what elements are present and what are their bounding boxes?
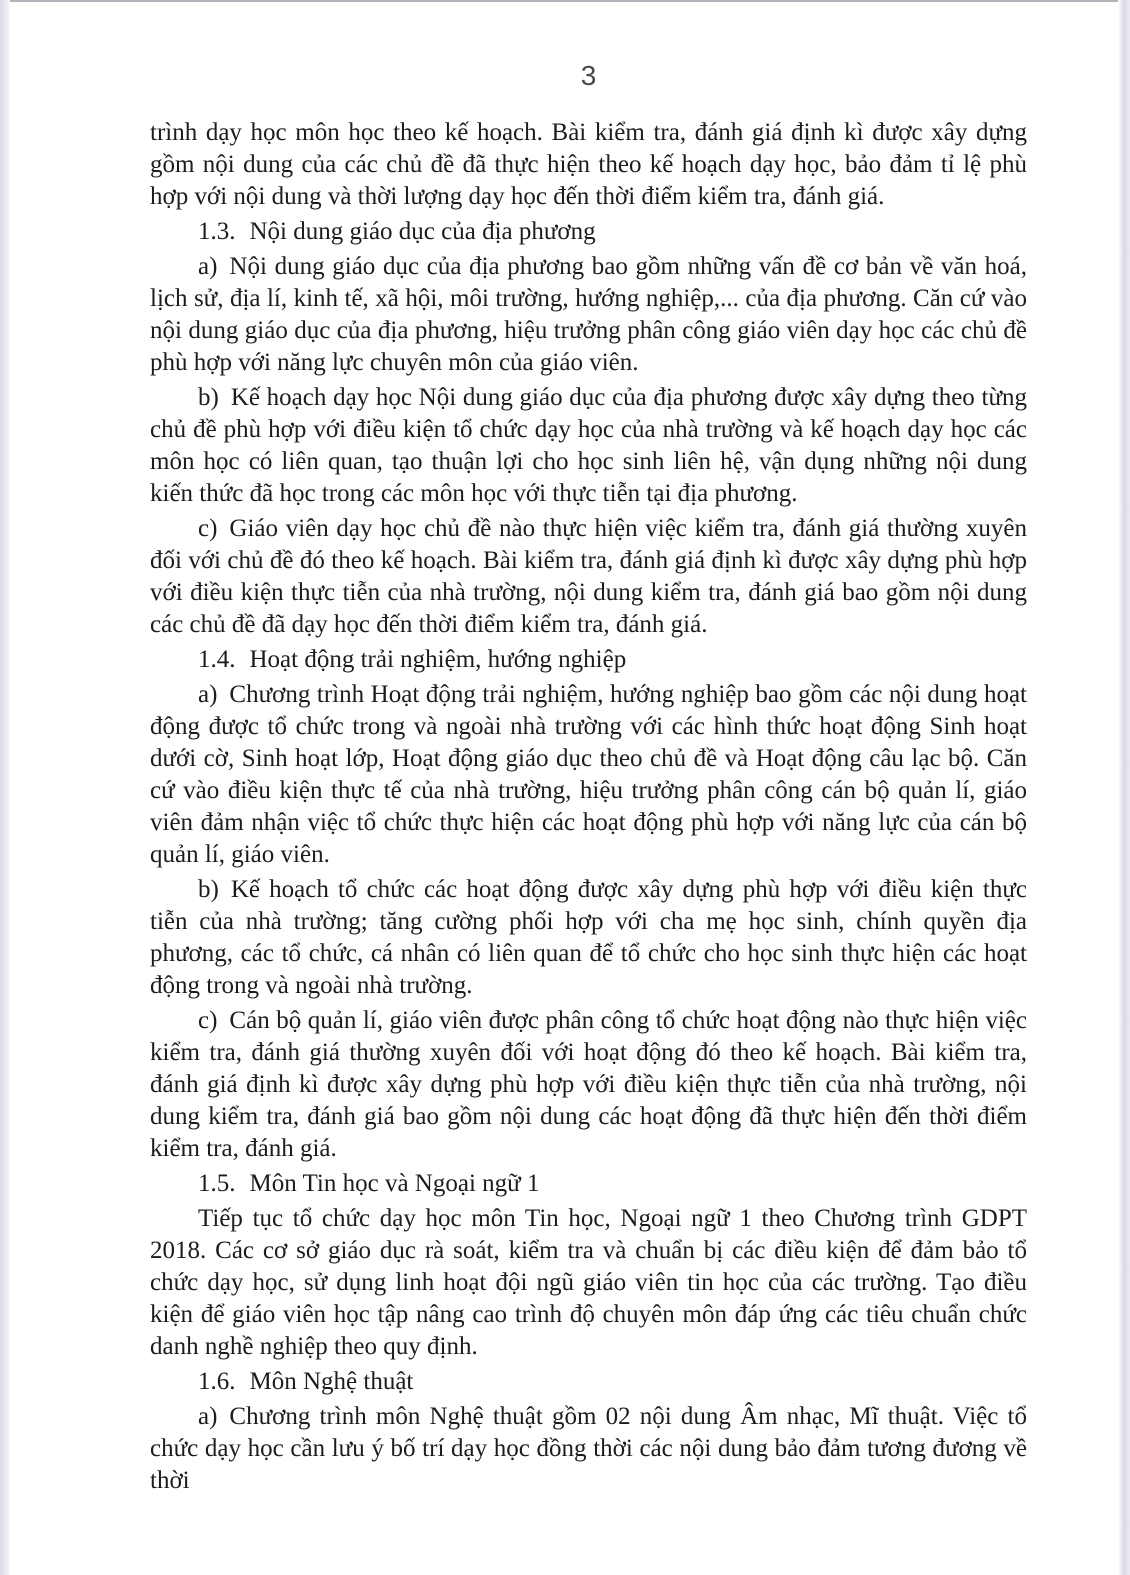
paragraph (150, 513, 1027, 641)
paragraph-label: b) (198, 384, 219, 411)
page-number: 3 (580, 60, 597, 91)
heading-text: Môn Nghệ thuật (249, 1368, 414, 1395)
paragraph-text: Cán bộ quản lí, giáo viên được phân công tổ chức hoạt động nào thực hiện việc kiểm tra, đánh giá thường xuyên đối với hoạt động đó theo kế hoạch. Bài kiểm tra, đánh giá định kì được xây dựng phù hợp với điều kiện thực tiễn của nhà trường, nội dung kiểm tra, đánh giá bao gồm nội dung các hoạt động đã thực hiện đến thời điểm kiểm tra, đánh giá. (150, 1007, 1027, 1162)
heading-number: 1.6. (198, 1368, 236, 1395)
paragraph (150, 1005, 1027, 1165)
paragraph-label: a) (198, 1403, 218, 1430)
paragraph (150, 1401, 1027, 1497)
page-edge-left (0, 0, 10, 1575)
paragraph-text: trình dạy học môn học theo kế hoạch. Bài kiểm tra, đánh giá định kì được xây dựng gồm nội dung của các chủ đề đã thực hiện theo kế hoạch dạy học, bảo đảm tỉ lệ phù hợp với nội dung và thời lượng dạy học đến thời điểm kiểm tra, đánh giá. (150, 119, 1027, 210)
section-heading (150, 644, 1027, 676)
paragraph (150, 251, 1027, 379)
paragraph-text: Nội dung giáo dục của địa phương bao gồm những vấn đề cơ bản về văn hoá, lịch sử, địa lí, kinh tế, xã hội, môi trường, hướng nghiệp,... của địa phương. Căn cứ vào nội dung giáo dục của địa phương, hiệu trưởng phân công giáo viên dạy học các chủ đề phù hợp với năng lực chuyên môn của giáo viên. (150, 253, 1027, 376)
paragraph (150, 117, 1027, 213)
paragraph-text: Chương trình môn Nghệ thuật gồm 02 nội dung Âm nhạc, Mĩ thuật. Việc tổ chức dạy học cần lưu ý bố trí dạy học đồng thời các nội dung bảo đảm tương đương về thời (150, 1403, 1027, 1494)
paragraph (150, 874, 1027, 1002)
paragraph (150, 382, 1027, 510)
heading-number: 1.3. (198, 218, 236, 245)
paragraph-label: a) (198, 681, 218, 708)
paragraph-label: b) (198, 876, 219, 903)
heading-number: 1.4. (198, 646, 236, 673)
heading-text: Nội dung giáo dục của địa phương (249, 218, 596, 245)
paragraph-text: Tiếp tục tổ chức dạy học môn Tin học, Ngoại ngữ 1 theo Chương trình GDPT 2018. Các cơ sở giáo dục rà soát, kiểm tra và chuẩn bị các điều kiện để đảm bảo tổ chức dạy học, sử dụng linh hoạt đội ngũ giáo viên tin học của các trường. Tạo điều kiện để giáo viên học tập nâng cao trình độ chuyên môn đáp ứng các tiêu chuẩn chức danh nghề nghiệp theo quy định. (150, 1205, 1027, 1360)
paragraph (150, 679, 1027, 871)
paragraph-text: Kế hoạch dạy học Nội dung giáo dục của địa phương được xây dựng theo từng chủ đề phù hợp với điều kiện tổ chức dạy học của nhà trường và kế hoạch dạy học các môn học có liên quan, tạo thuận lợi cho học sinh liên hệ, vận dụng những nội dung kiến thức đã học trong các môn học với thực tiễn tại địa phương. (150, 384, 1027, 507)
paragraph-text: Kế hoạch tổ chức các hoạt động được xây dựng phù hợp với điều kiện thực tiễn của nhà trường; tăng cường phối hợp với cha mẹ học sinh, chính quyền địa phương, các tổ chức, cá nhân có liên quan để tổ chức cho học sinh thực hiện các hoạt động trong và ngoài nhà trường. (150, 876, 1027, 999)
paragraph-label: c) (198, 1007, 218, 1034)
paragraph-label: a) (198, 253, 218, 280)
paragraph-label: c) (198, 515, 218, 542)
section-heading (150, 216, 1027, 248)
page-edge-right (1118, 0, 1130, 1575)
heading-text: Môn Tin học và Ngoại ngữ 1 (249, 1170, 540, 1197)
heading-text: Hoạt động trải nghiệm, hướng nghiệp (249, 646, 627, 673)
section-heading (150, 1366, 1027, 1398)
paragraph-text: Giáo viên dạy học chủ đề nào thực hiện việc kiểm tra, đánh giá thường xuyên đối với chủ đề đó theo kế hoạch. Bài kiểm tra, đánh giá định kì được xây dựng phù hợp với điều kiện thực tiễn của nhà trường, nội dung kiểm tra, đánh giá bao gồm nội dung các chủ đề đã dạy học đến thời điểm kiểm tra, đánh giá. (150, 515, 1027, 638)
paragraph (150, 1203, 1027, 1363)
section-heading (150, 1168, 1027, 1200)
paragraph-text: Chương trình Hoạt động trải nghiệm, hướng nghiệp bao gồm các nội dung hoạt động được tổ chức trong và ngoài nhà trường với các hình thức hoạt động Sinh hoạt dưới cờ, Sinh hoạt lớp, Hoạt động giáo dục theo chủ đề và Hoạt động câu lạc bộ. Căn cứ vào điều kiện thực tế của nhà trường, hiệu trưởng phân công cán bộ quản lí, giáo viên đảm nhận việc tổ chức thực hiện các hoạt động phù hợp với năng lực của cán bộ quản lí, giáo viên. (150, 681, 1027, 868)
document-body (150, 117, 1027, 1500)
heading-number: 1.5. (198, 1170, 236, 1197)
page-edge-top (10, 0, 1118, 2)
